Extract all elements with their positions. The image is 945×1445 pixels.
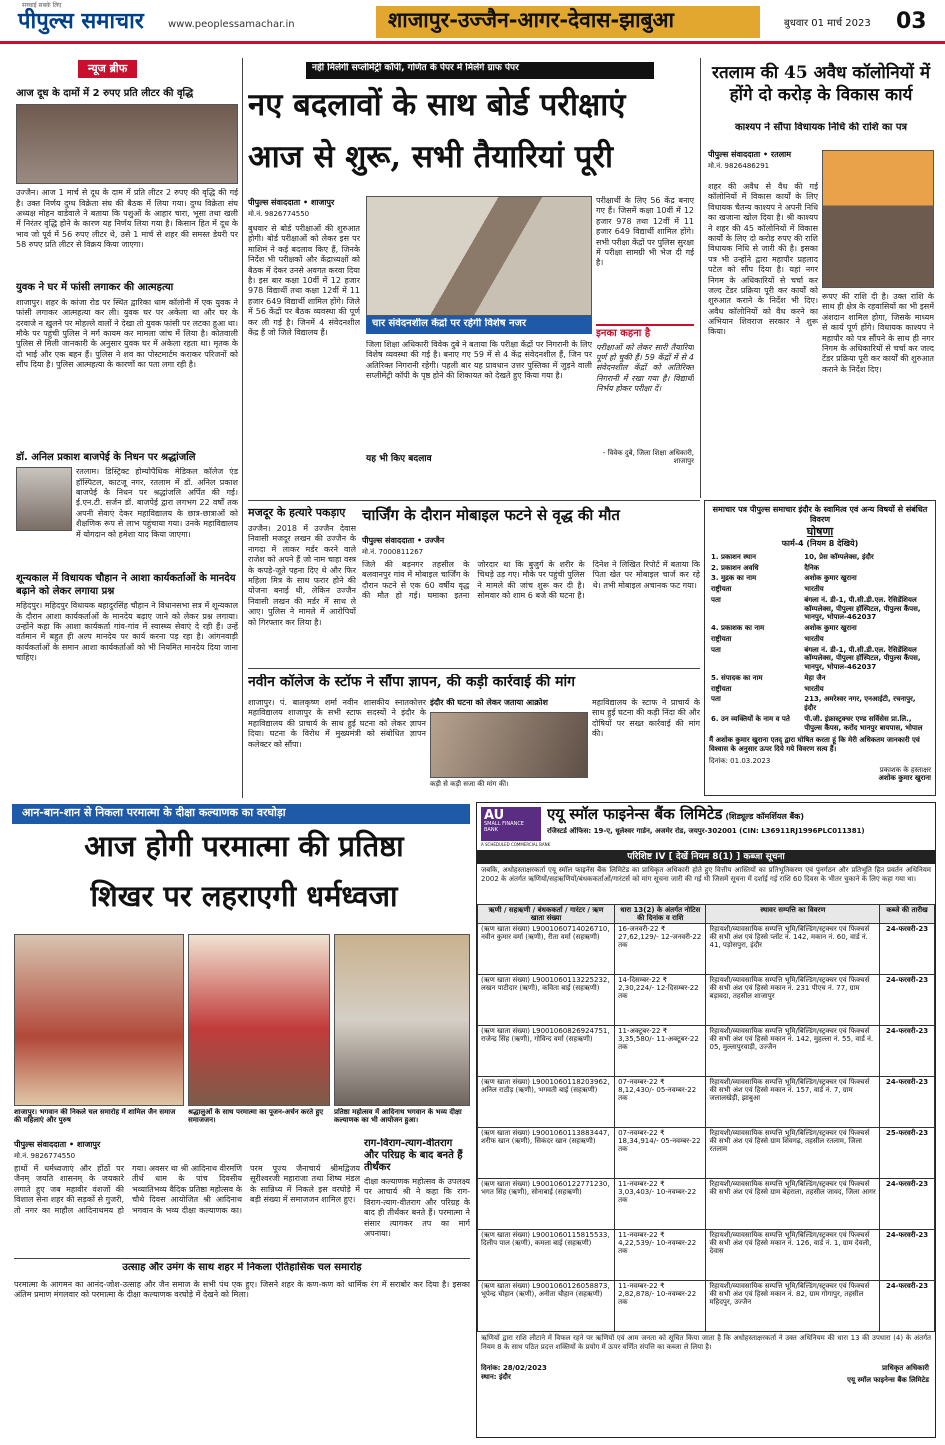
lead-col2: जिला शिक्षा अधिकारी विवेक दुबे ने बताया कि परीक्षा केंद्रों पर निगरानी के लिए विशेष व्यवस्था की गई है। बनाए गए 59 में से 4 केंद्र संवेदनशील हैं, जिन पर अतिरिक्त निगरानी रहेगी। पहली बार यह प्रावधान उत्तर पुस्तिका में जुड़ने वाली सप्लीमेंट्री कॉपी के पृष्ठ होने की शिकायत को देखते हुए किया गया है। [366,340,592,381]
notice-row-key: पता [711,645,721,654]
bank-cell-notice: 16-जनवरी-22 ₹ 27,62,129/- 12-जनवरी-22 तक [615,924,706,975]
bank-logo-name: SMALL FINANCE BANK [484,821,524,833]
obit-portrait [16,467,72,531]
notice-row-value: भारतीय [804,684,824,693]
jain-phone: मो.नं. 9826774550 [14,1152,76,1160]
bank-cell-notice: 11-नवम्बर-22 ₹ 3,03,403/- 10-नवम्बर-22 तक [615,1179,706,1230]
notice-row [709,714,931,734]
charging-phone: मो.नं. 7000811267 [362,548,424,556]
section-rule [14,1258,470,1259]
notice-row [709,634,931,645]
bank-cell-property: रिहायशी/व्यावसायिक सम्पत्ति भूमि/बिल्डिंग/स्ट्रक्चर एवं फिक्चर्स की सभी अंश एवं हिस्से ग्राम बेहराला, तहसील जावद, जिला आगर [706,1179,880,1230]
bank-cell-notice: 11-अक्टूबर-22 ₹ 3,35,580/- 11-अक्टूबर-22 तक [615,1026,706,1077]
notice-declaration: मैं अशोक कुमार खुराना एतद् द्वारा घोषित करता हूं कि मेरी अधिकतम जानकारी एवं विश्वास के अनुसार ऊपर दिये गये विवरण सत्य हैं। [709,736,920,753]
bank-name-note: (शिड्यूल्ड कॉमर्शियल बैंक) [725,812,804,821]
ratlam-reporter: पीपुल्स संवाददाता [708,150,761,159]
youth-headline: युवक ने घर में फांसी लगाकर की आत्महत्या [16,282,174,294]
college-photo [430,712,588,778]
section-rule [248,500,700,501]
notice-sign-label: प्रकाशक के हस्ताक्षर [879,765,931,774]
bank-cell-loan: (ऋण खाता संख्या) L9001060714026710, नवीन कुमार वर्मा (ऋणी), रीता वर्मा (सहऋणी) [478,924,615,975]
bank-name-text: एयू स्मॉल फाइनेन्स बैंक लिमिटेड [547,805,723,823]
bank-intro: जबकि, अधोहस्ताक्षरकर्ता एयू स्मॉल फाइनेंस बैंक लिमिटेड का प्राधिकृत अधिकारी होते हुए वित्तीय आस्तियों का प्रतिभूतिकरण एवं पुनर्गठन और प्रतिभूति हित प्रवर्तन अधिनियम 2002 के अंतर्गत ऋणियों/सहऋणियों/बंधककर्ताओं/गारंटर्स को मांग सूचना जारी की गई थी जिसमें सूचना में दर्शाई गई राशि 60 दिवस के भीतर चुकाने के लिए कहा गया था। [481,866,931,884]
notice-row-key: पता [711,595,721,604]
ceremony-photo [334,934,470,1106]
bank-cell-loan: (ऋण खाता संख्या) L9001060126058873, भूपेन्द्र चौहान (ऋणी), अनीता चौहान (सहऋणी) [478,1281,615,1332]
college-body-cont: महाविद्यालय के स्टाफ ने प्राचार्य के साथ हुई घटना की कड़ी निंदा की और दोषियों पर सख्त कार्रवाई की मांग की। [592,698,700,739]
jain-body: हाथों में धर्मध्वजाएं और होंठों पर जैनम् जयति शासनम् के जयकारे लगाते हुए जब महावीर वंशजों की विशाल सेना शहर की सड़कों से गुजरी, तो नगर का माहौल आदिनाथमय हो गया। अवसर था श्री आदिनाथ वीरमणि तीर्थ धाम के पांच दिवसीय भव्यातिभव्य वैदिक प्रतिष्ठा महोत्सव के चौथे दिवस आयोजित श्री आदिनाथ भगवान के भव्य दीक्षा कल्याणक का। परम पूज्य जैनाचार्य श्रीमद्विजय सूरीश्वरजी महाराजा तथा शिष्य मंडल के सान्निध्य में निकले इस वरघोड़े में बड़ी संख्या में समाजजन शामिल हुए। [14,1164,360,1215]
obit-body: रतलाम। डिस्ट्रिक्ट होम्योपैथिक मेडिकल कॉलेज एंड हॉस्पिटल, काटजू नगर, रतलाम में डॉ. अनिल प्रकाश बाजपेई के निधन पर श्रद्धांजलि अर्पित की गई। ई.एन.टी. सर्जन डॉ. बाजपेई द्वारा लगभग 22 वर्षों तक अपनी सेवाएं देकर महाविद्यालय के छात्र-छात्राओं को शैक्षणिक रूप से लाभ पहुंचाया गया। उनके महाविद्यालय में योगदान को हमेशा याद किया जाएगा। [76,467,238,539]
bank-cell-property: रिहायशी/व्यावसायिक सम्पत्ति भूमि/बिल्डिंग/स्ट्रक्चर एवं फिक्चर्स की सभी अंश एवं हिस्से मकान नं. 157, वार्ड नं. 7, ग्राम जलालखेड़ी, झाबुआ [706,1077,880,1128]
notice-row-value: बंगला नं. डी-1, पी.सी.डी.एल. रेसिडेंशियल कॉम्पलेक्स, पीपुल्स हॉस्पिटल, पीपुल्स कैंपस, भानपुर, भोपाल-462037 [804,645,921,671]
bank-cell-notice: 11-नवम्बर-22 ₹ 2,82,878/- 10-नवम्बर-22 तक [615,1281,706,1332]
college-photo-caption: इंदौर की घटना को लेकर जताया आक्रोश [430,698,548,707]
jain-footer-headline: उत्साह और उमंग के साथ शहर में निकला ऐतिहासिक चल समारोह [122,1262,362,1273]
bank-sign-label: प्राधिकृत अधिकारी [881,1364,929,1373]
logo-tagline: सच्चाई सबके लिए [22,2,62,9]
bank-place: स्थान: इंदौर [481,1373,511,1382]
lead-kicker-text: नहीं मिलेगी सप्लीमेंट्री कॉपी, गणित के पेपर में मिलेंगे ग्राफ पेपर [312,63,519,73]
murder-body: उज्जैन। 2018 में उज्जैन देवास निवासी मजदूर लखन की उज्जैन के नागदा में लाकर मर्डर करने वाले राजेश को अपने हैं जो नाम चाहा वस्त्र के कपड़े-जूते पहना दिए थे और फिर महिला मित्र के साथ फरार होने की योजना बनाई थी, लेकिन उज्जैन निवासी लखन की मर्डर में साथ ले आए। पुलिस ने मामले में आरोपियों को गिरफ्तार कर लिया है। [248,524,356,627]
milk-body: उज्जैन। आज 1 मार्च से दूध के दाम में प्रति लीटर 2 रुपए की वृद्धि की गई है। उक्त निर्णय दुग्ध विक्रेता संघ की बैठक में लिया गया। दुग्ध विक्रेता संघ अध्यक्ष मोहन वाडेवाले ने बताया कि पशुओं के आहार चारा, भूसा तथा खली में निरंतर वृद्धि होने के कारण यह निर्णय लिया गया है। किसान हित में दूध के भाव जो पूर्व में 56 रुपए लीटर थे, उसे 1 मार्च से शहर की समस्त डेयरी पर 58 रुपए प्रति लीटर से विक्रय किया जाएगा। [16,188,238,250]
bank-table-row [478,975,935,1026]
section-rule [248,668,700,669]
bank-table [477,904,935,1332]
lead-exam-photo [366,196,592,316]
notice-row [709,684,931,695]
bank-signatory: एयू स्मॉल फाइनेन्स बैंक लिमिटेड [847,1376,929,1385]
bank-table-row [478,1230,935,1281]
bank-table-column-header: कब्जे की तारीख [880,905,935,924]
bank-cell-notice: 14-दिसम्बर-22 ₹ 2,30,224/- 12-दिसम्बर-22 तक [615,975,706,1026]
bank-cell-loan: (ऋण खाता संख्या) L9001060113883447, शरीफ खान (ऋणी), सिकंदर खान (सहऋणी) [478,1128,615,1179]
notice-row-key: 1. प्रकाशन स्थान [711,552,756,561]
bank-table-row [478,1077,935,1128]
bank-cell-notice: 11-नवम्बर-22 ₹ 4,22,539/- 10-नवम्बर-22 तक [615,1230,706,1281]
jain-reporter: पीपुल्स संवाददाता [14,1140,67,1149]
issue-date: बुधवार 01 मार्च 2023 [784,18,871,29]
notice-row-key: 3. मुद्रक का नाम [711,574,757,583]
bank-table-row [478,924,935,975]
lead-quote-body: परीक्षाओं को लेकर सारी तैयारियां पूर्ण हो चुकी हैं। 59 केंद्रों में से 4 संवेदनशील केंद्रों को अतिरिक्त निगरानी में रखा गया है। विद्यार्थी निर्भय होकर परीक्षा दें। [596,342,694,394]
ratlam-body: शहर की अवैध से वैध की गई कॉलोनियों में विकास कार्यों के लिए विधायक चैतन्य काश्यप ने अपनी निधि का खजाना खोल दिया है। श्री काश्यप ने शहर की 45 कॉलोनियों में विकास कार्यों के लिए दो करोड़ रुपए की राशि विधायक निधि से जारी की है। इसका पत्र भी उन्होंने द्वारा महापौर प्रहलाद पटेल को सौंप दिया है। यहां नगर निगम के अधिकारियों से चर्चा कर जल्द टेंडर प्रक्रिया पूरी कर कार्यों को शुरुआत कराने के निर्देश भी दिए। अवैध कॉलोनियों को वैध करने का अभियान शिवराज सरकार ने शुरू किया। [708,182,818,337]
notice-row-value: भारतीय [804,634,824,643]
ratlam-headline: रतलाम की 45 अवैध कॉलोनियों में होंगे दो करोड़ के विकास कार्य [712,63,930,106]
ceremony-caption: प्रतिष्ठा महोत्सव में आदिनाथ भगवान के भव्य दीक्षा कल्याणक का भी आयोजन हुआ। [334,1108,462,1125]
lead-quote-box [596,324,694,494]
bank-table-row [478,1179,935,1230]
notice-row [709,573,931,584]
bank-cell-date: 24-फरवरी-23 [880,975,935,1026]
lead-subhead: यह भी किए बदलाव [366,454,432,464]
notice-row-value: अशोक कुमार खुराना [804,574,857,583]
bank-notice-title-bar [477,851,935,864]
murder-headline: मजदूर के हत्यारे पकड़ाए [248,506,346,519]
lead-quote-title: इनका कहना है [596,328,651,339]
notice-row-value: 213, अमरेश्वर नगर, एनआईटी, रचनापुर, इंदौर [804,695,916,712]
youth-body: शाजापुर। शहर के कांजा रोड पर स्थित द्वारिका धाम कॉलोनी में एक युवक ने फांसी लगाकर आत्महत्या कर ली। युवक घर पर अकेला था और घर के दरवाजे न खुलने पर मोहल्ले वालों ने देखा तो युवक फांसी पर लटका हुआ था। मौके पर पहुंची पुलिस ने मर्ग कायम कर मामला जांच में लिया है। कोतवाली पुलिस से मिली जानकारी के अनुसार युवक घर में अकेला रहता था। मृतक के दो भाई और एक बहन हैं। पुलिस ने शव का पोस्टमार्टम कराकर परिजनों को सौंप दिया है। पुलिस आत्महत्या के कारणों का पता लगा रही है। [16,297,238,370]
lead-byline: पीपुल्स संवाददाता • शाजापुर मो.नं. 9826774550 [248,198,360,219]
lead-quote-sign: - विवेक दुबे, जिला शिक्षा अधिकारी, शाजापुर [602,448,694,466]
column-divider [242,58,243,798]
lead-headline-line2: आज से शुरू, सभी तैयारियां पूरी [248,139,614,175]
notice-row-value: बंगला नं. डी-1, पी.सी.डी.एल. रेसिडेंशियल कॉम्पलेक्स, पीपुल्स हॉस्पिटल, पीपुल्स कैंपस, भानपुर, भोपाल-462037 [804,595,921,622]
notice-row-value: पी.जी. इंफ्रास्ट्रक्चर एण्ड सर्विसेस प्रा.लि., पीपुल्स कैंपस, करोंद भानपुर बायपास, भोपाल [804,714,923,732]
jain-kicker: आन-बान-शान से निकला परमात्मा के दीक्षा कल्याणक का वरघोड़ा [22,806,286,819]
jain-sidebar-body: दीक्षा कल्याणक महोत्सव के उपलक्ष्य पर आचार्य श्री ने कहा कि राग-विराग-त्याग-वीतराग और परिग्रह के बाद ही तीर्थंकर बनते हैं। परमात्मा ने संसार त्यागकर तप का मार्ग अपनाया। [364,1177,470,1238]
jain-footer-body: परमात्मा के आगमन का आनंद-जोश-उत्साह और जैन समाज के सभी पंथ एक हुए। जिसने शहर के कण-कण को धार्मिक रंग में सराबोर कर दिया है। इसका अंतिम प्रमाण मंगलवार को परमात्मा के दीक्षा कल्याणक वरघोड़े में देखने को मिला। [14,1280,470,1300]
notice-date: दिनांक: 01.03.2023 [709,756,771,765]
notice-row [709,552,931,563]
jain-sidebar-box [364,1138,470,1254]
bank-cell-date: 24-फरवरी-23 [880,1230,935,1281]
bank-cell-loan: (ऋण खाता संख्या) L9001060826924751, राजेन्द्र सिंह (ऋणी), गोविन्द वर्मा (सहऋणी) [478,1026,615,1077]
charging-headline: चार्जिंग के दौरान मोबाइल फटने से वृद्ध की मौत [362,506,620,524]
bank-table-column-header: स्थावर सम्पत्ति का विवरण [706,905,880,924]
notice-row-key: राष्ट्रीयता [711,684,732,693]
notice-row-key: 6. उन व्यक्तियों के नाम व पते [711,714,790,723]
notice-form: फार्म-4 (नियम 8 देखिये) [781,538,859,548]
charging-byline: पीपुल्स संवाददाता • उज्जैन मो.नं. 7000811267 [362,536,472,557]
ratlam-subhead: काश्यप ने सौंपा विधायक निधि की राशि का पत्र [734,122,908,133]
notice-row-key: 2. प्रकाशन अवधि [711,563,759,572]
worship-caption: श्रद्धालुओं के साथ परमात्मा का पूजन-अर्चन करते हुए समाजजन। [188,1108,324,1125]
jain-byline: पीपुल्स संवाददाता • शाजापुर मो.नं. 9826774550 [14,1140,138,1161]
notice-table [709,552,931,734]
column-divider [700,58,701,498]
notice-row-key: राष्ट्रीयता [711,634,732,643]
charging-reporter: पीपुल्स संवाददाता [362,536,415,545]
news-brief-column [16,60,238,790]
obit-headline: डॉ. अनिल प्रकाश बाजपेई के निधन पर श्रद्धांजलि [16,451,196,463]
bank-cell-property: रिहायशी/व्यावसायिक सम्पत्ति भूमि/बिल्डिंग/स्ट्रक्चर एवं फिक्चर्स की सभी अंश एवं हिस्से मकान नं. 231 पीएच नं. 77, ग्राम बड़ावदा, तहसील शाजापुर [706,975,880,1026]
notice-row [709,645,931,673]
notice-title: समाचार पत्र पीपुल्स समाचार इंदौर के स्वामित्व एवं अन्य विषयों से संबंधित विवरण [712,505,928,524]
milk-headline: आज दूध के दामों में 2 रुपए प्रति लीटर की वृद्धि [16,87,194,99]
bank-cell-notice: 07-नवम्बर-22 ₹ 18,34,914/- 05-नवम्बर-22 तक [615,1128,706,1179]
notice-row [709,584,931,595]
bank-cell-property: रिहायशी/व्यावसायिक सम्पत्ति भूमि/बिल्डिंग/स्ट्रक्चर एवं फिक्चर्स की सभी अंश एवं हिस्से ग्राम शिवगढ़, तहसील रतलाम, जिला रतलाम [706,1128,880,1179]
site-url[interactable]: www.peoplessamachar.in [168,19,295,30]
lead-place: शाजापुर [310,198,335,207]
bank-cell-notice: 07-नवम्बर-22 ₹ 8,12,430/- 05-नवम्बर-22 तक [615,1077,706,1128]
bank-cell-date: 24-फरवरी-23 [880,924,935,975]
bank-table-row [478,1128,935,1179]
bank-cell-date: 25-फरवरी-23 [880,1128,935,1179]
asha-body: महिदपुर। महिदपुर विधायक बहादुरसिंह चौहान ने विधानसभा सत्र में शून्यकाल के दौरान आशा कार्यकर्ताओं के मानदेय बढ़ाए जाने को लेकर प्रश्न लगाया। उन्होंने कहा कि आशा कार्यकर्ता गांव-गांव में स्वास्थ्य सेवाएं दे रही हैं। उन्हें वर्तमान में बहुत ही अल्प मानदेय पर कार्य करना पड़ रहा है। आंगनवाड़ी कार्यकर्ताओं के समान आशा कार्यकर्ताओं को भी नियमित मानदेय दिया जाना चाहिए। [16,601,238,663]
lead-headline-line1: नए बदलावों के साथ बोर्ड परीक्षाएं [248,87,626,123]
notice-row [709,673,931,684]
bank-date: दिनांक: 28/02/2023 [481,1364,547,1373]
college-body: शाजापुर। पं. बालकृष्ण शर्मा नवीन शासकीय स्नातकोत्तर महाविद्यालय शाजापुर के सभी स्टाफ सदस्यों ने इंदौर के महाविद्यालय की प्राचार्य के साथ हुई घटना को लेकर ज्ञापन दिया। घटना के विरोध में मुख्यमंत्री को संबोधित ज्ञापन कलेक्टर को सौंपा। [248,698,426,749]
notice-row [709,694,931,714]
notice-row-key: 4. प्रकाशक का नाम [711,624,765,632]
bank-cell-property: रिहायशी/व्यावसायिक सम्पत्ति भूमि/बिल्डिंग/स्ट्रक्चर एवं फिक्चर्स की सभी अंश एवं हिस्से मकान नं. 142, मुहल्ला नं. 55, वार्ड नं. 05, मुल्लापुरवाड़ी, उज्जैन [706,1026,880,1077]
bank-cell-property: रिहायशी/व्यावसायिक सम्पत्ति भूमि/बिल्डिंग/स्ट्रक्चर एवं फिक्चर्स की सभी अंश एवं हिस्से मकान नं. 126, वार्ड नं. 1, ग्राम देवली, देवास [706,1230,880,1281]
page-number: 03 [896,9,927,34]
notice-signatory: अशोक कुमार खुराना [878,774,931,783]
bank-cell-loan: (ऋण खाता संख्या) L9001060122771230, भगत सिंह (ऋणी), सोनाबाई (सहऋणी) [478,1179,615,1230]
notice-row-value: दैनिक [804,563,820,572]
notice-row-value: मेहा जैन [804,673,826,682]
bank-sign-block [477,1364,935,1394]
jain-place: शाजापुर [76,1140,101,1149]
procession-caption: शाजापुर। भगवान की निकले चल समारोह में शामिल जैन समाज की महिलाएं और पुरुष [14,1108,176,1125]
lead-photo-caption: चार संवेदनशील केंद्रों पर रहेगी विशेष नजर [372,318,527,329]
lead-col3: परीक्षार्थी के लिए 56 केंद्र बनाए गए हैं। जिसमें कक्षा 10वीं में 12 हजार 978 तथा 12वीं में 11 हजार 649 विद्यार्थी शामिल होंगे। सभी परीक्षा केंद्रों पर पुलिस सुरक्षा में परीक्षा सामग्री भी भेज दी गई है। [596,196,694,268]
logo[interactable]: पीपुल्स समाचार [18,8,144,34]
bank-table-column-header: ऋणी / सहऋणी / बंधककर्ता / गारंटर / ऋण खाता संख्या [478,905,615,924]
lead-phone: मो.नं. 9826774550 [248,210,310,218]
jain-headline-line1: आज होगी परमात्मा की प्रतिष्ठा [84,829,404,863]
notice-row [709,595,931,623]
bank-cell-loan: (ऋण खाता संख्या) L9001060113225232, लखन पाटीदार (ऋणी), कविता बाई (सहऋणी) [478,975,615,1026]
bank-name [547,805,931,824]
charging-place: उज्जैन [424,536,445,545]
bank-cell-date: 24-फरवरी-23 [880,1179,935,1230]
bank-cell-loan: (ऋण खाता संख्या) L9001060118203962, अनिल राठौड़ (ऋणी), भगवती बाई (सहऋणी) [478,1077,615,1128]
bank-table-column-header: धारा 13(2) के अंतर्गत नोटिस की दिनांक व राशि [615,905,706,924]
ratlam-byline: पीपुल्स संवाददाता • रतलाम मो.नं. 9826486291 [708,150,818,171]
notice-row-value: अशोक कुमार खुराना [804,624,857,632]
notice-row-value: 10, प्रेस कॉम्पलेक्स, इंदौर [804,552,874,561]
charging-body: जिले की बड़नगर तहसील के बलवानपुर गांव में मोबाइल चार्जिंग के दौरान फटने से एक 60 वर्षीय वृद्ध की मौत हो गई। घमाका इतना जोरदार था कि बुजुर्ग के शरीर के चिथड़े उड़ गए। मौके पर पहुंची पुलिस ने मामले की जांच शुरू कर दी है। सोमवार को शाम 6 बजे की घटना है। दिनेश ने लिखित रिपोर्ट में बताया कि पिता खेत पर मोबाइल चार्ज कर रहे थे। तभी मोबाइल अचानक फट गया। [362,560,700,601]
bank-logo-mark: AU [484,808,505,823]
bank-cell-date: 24-फरवरी-23 [880,1281,935,1332]
news-brief-label: न्यूज ब्रीफ [78,60,137,78]
college-caption-2: कड़ी से कड़ी सजा की मांग की। [430,780,509,788]
region-title: शाजापुर-उज्जैन-आगर-देवास-झाबुआ [388,8,674,32]
ratlam-place: रतलाम [770,150,791,159]
milk-meeting-photo [16,104,238,184]
bank-cell-date: 24-फरवरी-23 [880,1077,935,1128]
notice-row-value: भारतीय [804,585,824,593]
bank-logo-tag: A SCHEDULED COMMERCIAL BANK [481,842,551,847]
bank-table-row [478,1026,935,1077]
masthead [0,0,945,44]
bank-cell-property: रिहायशी/व्यावसायिक सम्पत्ति भूमि/बिल्डिंग/स्ट्रक्चर एवं फिक्चर्स की सभी अंश एवं हिस्से मकान नं. 82, ग्राम गोगापुर, तहसील महिदपुर, उज्जैन [706,1281,880,1332]
bank-address: रजिस्टर्ड ऑफिस: 19-ए, धूलेश्वर गार्डन, अजमेर रोड, जयपुर-302001 (CIN: L36911RJ1996PLC011381) [547,827,865,835]
bank-cell-loan: (ऋण खाता संख्या) L9001060115815533, दिलीप पाल (ऋणी), कमला बाई (सहऋणी) [478,1230,615,1281]
bank-logo [481,807,541,841]
notice-row-key: राष्ट्रीयता [711,585,732,593]
procession-photo [14,934,184,1106]
bank-cell-property: रिहायशी/व्यावसायिक सम्पत्ति भूमि/बिल्डिंग/स्ट्रक्चर एवं फिक्चर्स की सभी अंश एवं हिस्से प्लॉट नं. 142, मकान नं. 60, वार्ड नं. 41, पड़ोसपुरा, इंदौर [706,924,880,975]
notice-subtitle: घोषणा [806,525,834,538]
lead-col1: बुधवार से बोर्ड परीक्षाओं की शुरुआत होगी। बोर्ड परीक्षाओं को लेकर इस पर माशिमं ने कई बदलाव किए हैं, जिनके निर्देश भी परीक्षकों और केंद्राध्यक्षों को बैठक में देकर उनसे अवगत करवा दिया है। इस बार कक्षा 10वीं में 12 हजार 978 विद्यार्थी तथा कक्षा 12वीं में 11 हजार 649 विद्यार्थी शामिल होंगे। जिले में 56 केंद्रों पर बैठक व्यवस्था की पूर्ण कर ली गई है। जिनमें 4 संवेदनशील केंद्र हैं जो जिले विद्यालय हैं। [248,224,360,337]
ratlam-body-2: रूपए की राशि दी है। उक्त राशि के साथ ही क्षेत्र के रहवासियों का भी इसमें अंशदान शामिल होगा, जिसके माध्यम से कार्य पूर्ण होंगे। विधायक काश्यप ने महापौर को पत्र सौंपने के साथ ही नगर निगम के अधिकारियों से चर्चा कर जल्द टेंडर प्रक्रिया पूरी कर कार्यों की शुरुआत कराने के निर्देश दिए। [822,292,934,374]
bank-table-header [478,905,935,924]
notice-row [709,563,931,574]
bank-notice-title: परिशिष्ट IV [ देखें नियम 8(1) ] कब्जा सूचना [627,852,785,862]
bank-footer: ऋणियों द्वारा राशि लौटाने में विफल रहने पर ऋणियों एवं आम जनता को सूचित किया जाता है कि अधोहस्ताक्षरकर्ता ने उक्त अधिनियम की धारा 13 की उपधारा (4) के अंतर्गत नियम 8 के साथ पठित प्रदत्त शक्तियों के प्रयोग में ऊपर वर्णित संपत्ति का कब्जा ले लिया है। [481,1334,931,1352]
notice-row-key: 5. संपादक का नाम [711,673,763,682]
ratlam-phone: मो.नं. 9826486291 [708,162,770,170]
asha-headline: शून्यकाल में विधायक चौहान ने आशा कार्यकर्ताओं के मानदेय बढ़ाने को लेकर लगाया प्रश्न [16,573,236,597]
bank-header [477,803,935,851]
lead-reporter: पीपुल्स संवाददाता [248,198,301,207]
college-headline: नवीन कॉलेज के स्टॉफ ने सौंपा ज्ञापन, की कड़ी कार्रवाई की मांग [248,674,576,690]
notice-row-key: पता [711,695,721,704]
notice-row [709,623,931,634]
bank-cell-date: 24-फरवरी-23 [880,1026,935,1077]
bank-table-row [478,1281,935,1332]
ratlam-photo [822,150,934,288]
jain-headline-line2: शिखर पर लहराएगी धर्मध्वजा [90,879,398,913]
jain-sidebar-title: राग-विराग-त्याग-वीतराग और परिग्रह के बाद बनते हैं तीर्थंकर [364,1138,463,1173]
worship-photo [188,934,330,1106]
ownership-notice [704,500,936,796]
bank-notice [476,802,936,1438]
